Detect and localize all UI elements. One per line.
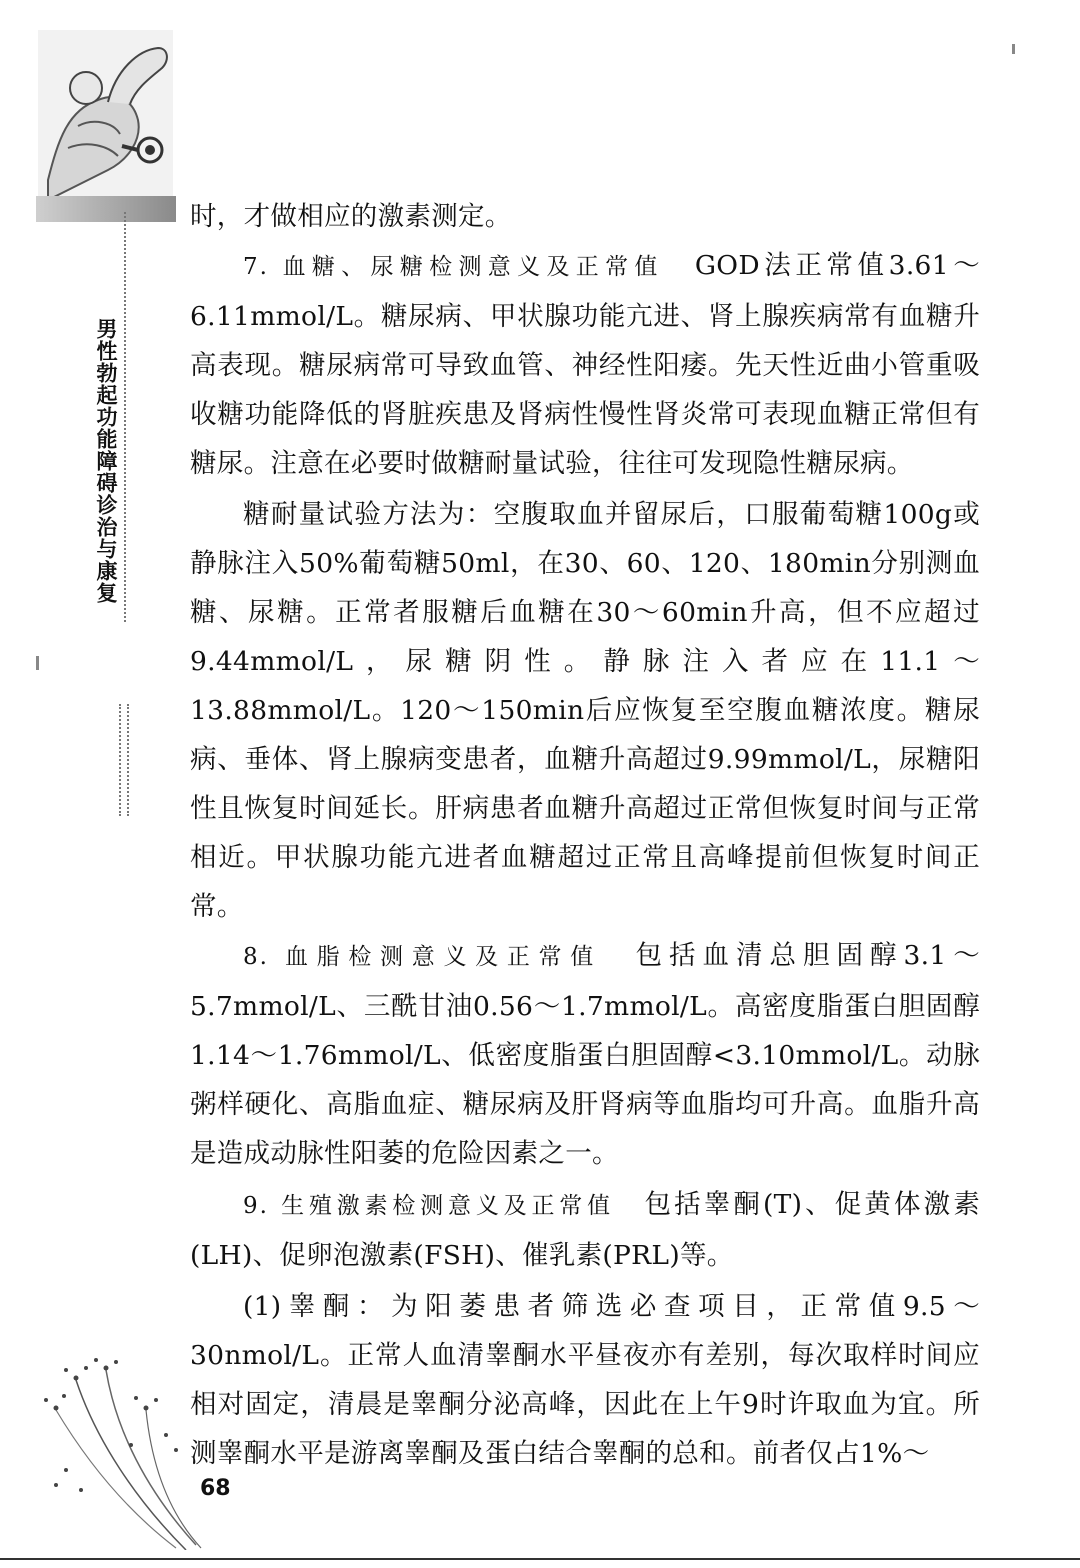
section-heading: 7. 血糖、尿糖检测意义及正常值 [243, 254, 664, 280]
flower-spray-decoration [36, 1350, 216, 1550]
section-heading: 9. 生殖激素检测意义及正常值 [243, 1193, 615, 1219]
scan-mark [36, 656, 39, 670]
paragraph-blood-glucose: 7. 血糖、尿糖检测意义及正常值 GOD法正常值3.61～6.11mmol/L。糖尿病、甲状腺功能亢进、肾上腺疾病常有血糖升高表现。糖尿病常可导致血管、神经性阳痿。先天性近曲小管重吸收糖功能降低的肾脏疾患及肾病性慢性肾炎常可表现血糖正常但有糖尿。注意在必要时做糖耐量试验，往往可发现隐性糖尿病。 [190, 250, 980, 479]
page-number: 68 [200, 1476, 231, 1501]
paragraph-reproductive-hormones: 9. 生殖激素检测意义及正常值 包括睾酮(T)、促黄体激素(LH)、促卵泡激素(FSH)、催乳素(PRL)等。 [190, 1189, 980, 1271]
paragraph-blood-lipids: 8. 血脂检测意义及正常值 包括血清总胆固醇3.1～5.7mmol/L、三酰甘油0.56～1.7mmol/L。高密度脂蛋白胆固醇1.14～1.76mmol/L、低密度脂蛋白胆固醇<3.10mmol/L。动脉粥样硬化、高脂血症、糖尿病及肝肾病等血脂均可升高。血脂升高是造成动脉性阳萎的危险因素之一。 [190, 940, 980, 1169]
paragraph-glucose-tolerance: 糖耐量试验方法为：空腹取血并留尿后，口服葡萄糖100g或静脉注入50%葡萄糖50ml，在30、60、120、180min分别测血糖、尿糖。正常者服糖后血糖在30～60min升高，但不应超过9.44mmol/L，尿糖阴性。静脉注入者应在11.1～13.88mmol/L。120～150min后应恢复至空腹血糖浓度。糖尿病、垂体、肾上腺病变患者，血糖升高超过9.99mmol/L，尿糖阳性且恢复时间延长。肝病患者血糖升高超过正常但恢复时间与正常相近。甲状腺功能亢进者血糖超过正常且高峰提前但恢复时间正常。 [190, 499, 980, 922]
header-gray-band [36, 196, 176, 222]
page-body [190, 192, 980, 1478]
paragraph: 时，才做相应的激素测定。 [190, 201, 512, 232]
book-title-vertical: 男性勃起功能障碍诊治与康复 [94, 318, 118, 604]
section-heading: 8. 血脂检测意义及正常值 [243, 944, 602, 970]
page-bottom-rule [0, 1558, 1080, 1560]
side-dotted-rule-lower-right [127, 704, 129, 816]
scan-mark [1012, 44, 1015, 54]
flexing-man-illustration [38, 30, 173, 200]
side-dotted-rule [124, 212, 126, 622]
paragraph-testosterone: (1)睾酮：为阳萎患者筛选必查项目，正常值9.5～30nmol/L。正常人血清睾酮水平昼夜亦有差别，每次取样时间应相对固定，清晨是睾酮分泌高峰，因此在上午9时许取血为宜。所测睾酮水平是游离睾酮及蛋白结合睾酮的总和。前者仅占1%～ [190, 1291, 980, 1469]
side-dotted-rule-lower-left [119, 704, 121, 816]
